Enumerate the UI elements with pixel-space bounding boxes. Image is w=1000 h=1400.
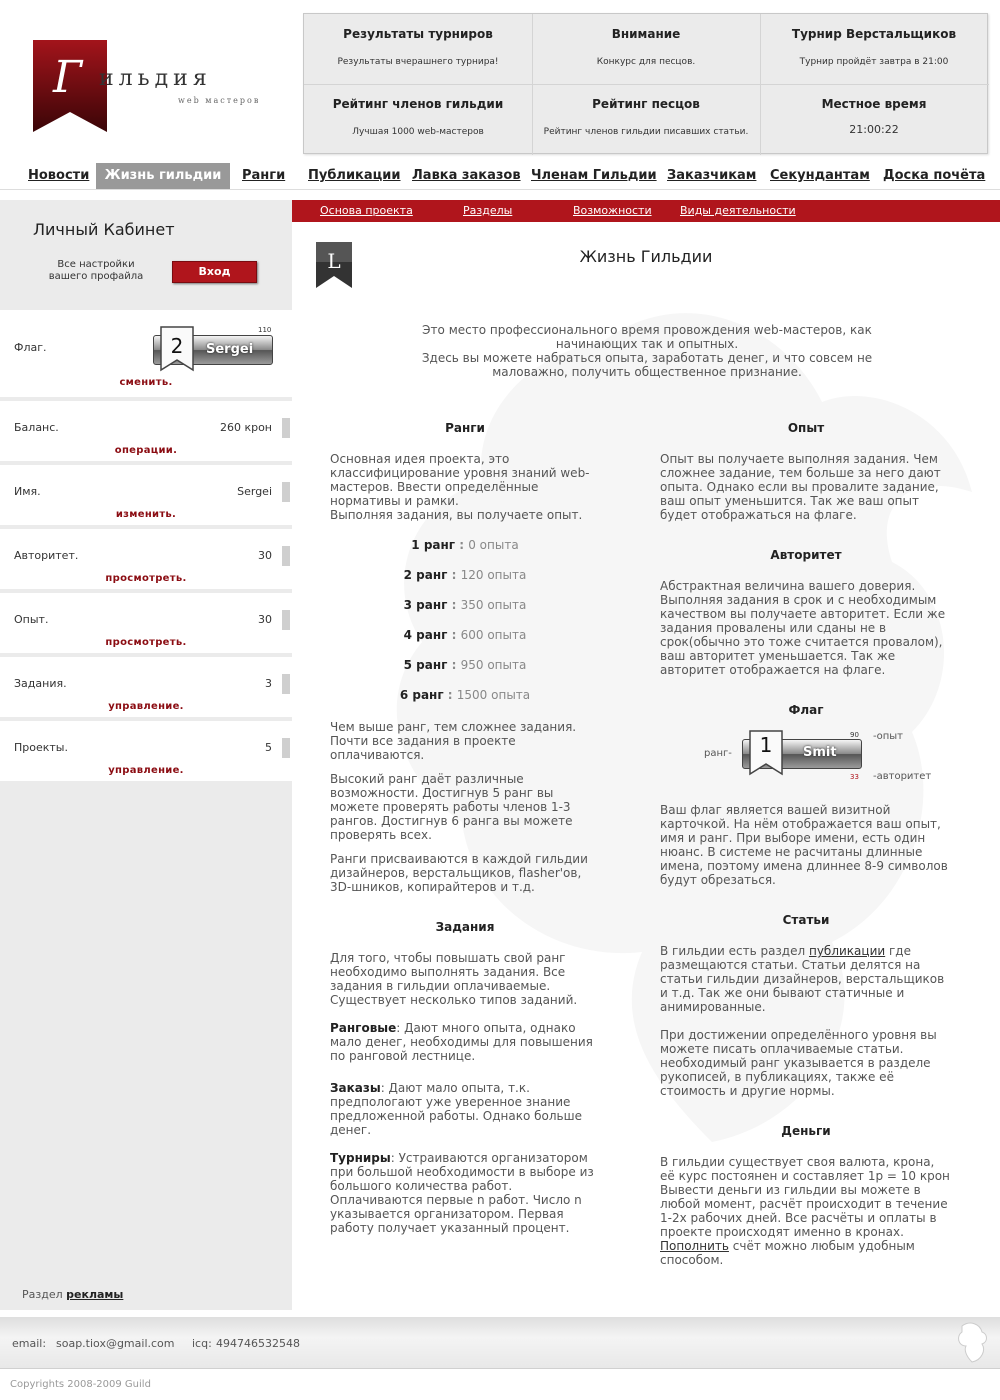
info-attention[interactable]	[532, 14, 760, 84]
flag-username: Smit	[803, 745, 837, 760]
subnav-sections[interactable]: Разделы	[463, 204, 513, 217]
login-button[interactable]: Вход	[172, 261, 257, 283]
flag-username: Sergei	[206, 342, 254, 357]
text: В гильдии существует своя валюта, крона, её курс постоянен и составляет 1р = 10 крон Вывести деньги из гильдии вы можете в любой момент, расчёт происходит в течение 1-2х рабочих дней. Все расчёты и оплаты в проекте происходят именно в кронах.	[660, 1155, 950, 1239]
text: где размещаются статьи. Статьи делятся на статьи гильдии дизайнеров, верстальщиков и т.д. Так же они бывают статичные и анимированные.	[660, 944, 945, 1014]
divider	[304, 84, 989, 85]
sidebar-item-label: Проекты.	[14, 741, 68, 754]
local-time-value: 21:00:22	[849, 123, 899, 136]
ads-section	[22, 1288, 123, 1301]
flag-exp: 90	[850, 731, 859, 739]
rank-list	[330, 538, 600, 718]
rank-exp: 1500 опыта	[456, 688, 531, 702]
ads-prefix: Раздел	[22, 1288, 63, 1301]
flag-heading: Флаг	[788, 703, 824, 717]
email-value[interactable]: soap.tiox@gmail.com	[56, 1337, 175, 1350]
sidebar	[0, 200, 292, 1310]
authority-heading: Авторитет	[770, 548, 842, 562]
demo-flag	[742, 730, 864, 781]
change-flag-link[interactable]: сменить.	[119, 377, 173, 388]
experience-value: 30	[258, 613, 272, 626]
sidebar-item-label: Флаг.	[14, 341, 47, 354]
info-title: Рейтинг песцов	[592, 97, 700, 111]
balance-value: 260 крон	[219, 421, 272, 434]
rank-item: 6 ранг : 1500 опыта	[399, 688, 531, 702]
task-desc: : Дают много опыта, однако мало денег, необходимы для повышения по ранговой лестнице.	[330, 1021, 593, 1063]
tasks-paragraph: Для того, чтобы повышать свой ранг необходимо выполнять задания. Все задания в гильдии оплачиваемые. Существует несколько типов заданий.	[330, 951, 578, 1007]
main-nav	[0, 163, 1000, 190]
flag-demo	[660, 725, 952, 795]
info-text: Результаты вчерашнего турнира!	[337, 57, 499, 67]
tasks-paragraph	[330, 1151, 600, 1235]
info-title: Результаты турниров	[343, 27, 493, 41]
task-desc: : Дают мало опыта, т.к. предпологают уже уверенное знание предложенной работы. Однако больше денег.	[330, 1081, 582, 1137]
intro-paragraph: Это место профессионального время провождения web-мастеров, как начинающих так и опытных.	[422, 323, 872, 351]
nav-guild-life[interactable]: Жизнь гильдии	[96, 163, 230, 189]
site-logo[interactable]	[33, 40, 273, 135]
intro-text	[392, 323, 902, 379]
tasks-paragraph	[330, 1081, 600, 1137]
rank-name: 3 ранг	[403, 598, 448, 612]
text: В гильдии есть раздел	[660, 944, 809, 958]
nav-ranks[interactable]: Ранги	[242, 168, 286, 183]
nav-seconds[interactable]: Секундантам	[770, 168, 870, 183]
nav-news[interactable]: Новости	[28, 168, 90, 183]
rank-name: 1 ранг	[411, 538, 456, 552]
money-heading: Деньги	[781, 1124, 831, 1138]
nav-honor-board[interactable]: Доска почёта	[883, 168, 986, 183]
main-content	[292, 222, 1000, 1310]
rank-exp: 950 опыта	[460, 658, 527, 672]
info-layout-tournament[interactable]	[760, 14, 988, 84]
flag-exp: 110	[258, 326, 272, 334]
experience-heading: Опыт	[787, 421, 825, 435]
sidebar-item-authority	[0, 529, 292, 589]
sub-nav	[292, 200, 1000, 222]
info-text: Турнир пройдёт завтра в 21:00	[799, 57, 949, 67]
nav-customers[interactable]: Заказчикам	[667, 168, 757, 183]
logo-subtitle: web мастеров	[178, 96, 261, 105]
nav-publications[interactable]: Публикации	[308, 168, 401, 183]
articles-heading: Статьи	[782, 913, 830, 927]
row-tab	[282, 610, 290, 630]
info-title: Рейтинг членов гильдии	[332, 97, 504, 111]
operations-link[interactable]: операции.	[114, 445, 178, 456]
ranks-heading: Ранги	[445, 421, 485, 435]
flag-paragraph: Ваш флаг является вашей визитной карточкой. На нём отображается ваш опыт, имя и ранг. При выборе имени, есть один нюанс. В системе не расчитаны длинные имена, поэтому имена длиннее 8-9 символов будут обрезаться.	[660, 803, 948, 887]
flag-rank-label: ранг-	[704, 748, 732, 759]
rank-exp: 120 опыта	[460, 568, 527, 582]
subnav-activities[interactable]: Виды деятельности	[680, 204, 796, 217]
badge-letter: L	[327, 249, 341, 273]
user-flag[interactable]	[153, 326, 275, 374]
flag-authority-label: -авторитет	[873, 771, 932, 782]
copyright: Copyrights 2008-2009 Guild	[10, 1379, 151, 1390]
cabinet-title: Личный Кабинет	[33, 220, 175, 239]
icq-value: 494746532548	[216, 1337, 300, 1350]
icq-label: icq:	[192, 1337, 212, 1350]
guild-banner-logo	[33, 40, 107, 132]
articles-paragraph	[660, 944, 952, 1014]
tasks-paragraph	[330, 1021, 600, 1063]
text: счёт можно любым удобным способом.	[660, 1239, 915, 1267]
info-text: Конкурс для песцов.	[596, 57, 696, 67]
experience-paragraph: Опыт вы получаете выполняя задания. Чем сложнее задание, тем больше за него дают опыта. Однако если вы провалите задание, ваш опыт уменьшится. Так же ваш опыт будет отображаться на флаге.	[660, 452, 941, 522]
info-writers-rating[interactable]	[532, 85, 760, 155]
tasks-value: 3	[265, 677, 272, 690]
logo-title: ильдия	[99, 66, 212, 91]
info-members-rating[interactable]	[304, 85, 532, 155]
row-tab	[282, 418, 290, 438]
authority-paragraph: Абстрактная величина вашего доверия. Выполняя задания в срок и с необходимым качеством вы получаете авторитет. Если же задания провалены или сданы не в срок(обычно это тоже считается провалом), ваш авторитет уменьшается. Так же авторитет отображается на флаге.	[660, 579, 946, 677]
footer	[0, 1317, 1000, 1369]
row-tab	[282, 738, 290, 758]
authority-value: 30	[258, 549, 272, 562]
row-tab	[282, 482, 290, 502]
info-text: Лучшая 1000 web-мастеров	[352, 127, 484, 137]
row-tab	[282, 546, 290, 566]
task-type: Турниры	[330, 1151, 391, 1165]
rank-exp: 350 опыта	[460, 598, 527, 612]
ranks-paragraph: Высокий ранг даёт различные возможности. Достигнув 5 ранг вы можете проверять работы членов 1-3 рангов. Достигнув 6 ранга вы можете проверять всех.	[330, 772, 573, 842]
top-up-link[interactable]: Пополнить	[660, 1239, 729, 1253]
flag-exp-label: -опыт	[873, 731, 903, 742]
rank-item: 4 ранг : 600 опыта	[403, 628, 527, 642]
articles-paragraph: При достижении определённого уровня вы можете писать оплачиваемые статьи. необходимый ранг указывается в разделе рукописей, в публикациях, также её стоимость и другие нормы.	[660, 1028, 937, 1098]
sidebar-item-label: Имя.	[14, 485, 41, 498]
row-tab	[282, 674, 290, 694]
ranks-paragraph: Основная идея проекта, это классифицирование уровня знаний web-мастеров. Ввести определённые нормативы и рамки.	[330, 452, 590, 508]
flag-rank: 2	[170, 334, 184, 358]
rank-item: 3 ранг : 350 опыта	[403, 598, 527, 612]
info-title: Местное время	[821, 97, 927, 111]
personal-cabinet	[0, 200, 292, 310]
sidebar-item-experience	[0, 593, 292, 653]
ranks-paragraph: Чем выше ранг, тем сложнее задания. Почти все задания в проекте оплачиваются.	[330, 720, 577, 762]
rank-exp: 0 опыта	[468, 538, 519, 552]
rank-name: 2 ранг	[403, 568, 448, 582]
sidebar-item-name	[0, 465, 292, 525]
rank-exp: 600 опыта	[460, 628, 527, 642]
manage-tasks-link[interactable]: управление.	[108, 701, 184, 712]
projects-value: 5	[265, 741, 272, 754]
sidebar-item-label: Баланс.	[14, 421, 59, 434]
sidebar-item-tasks	[0, 657, 292, 717]
rank-item: 2 ранг : 120 опыта	[403, 568, 527, 582]
info-title: Турнир Верстальщиков	[791, 27, 957, 41]
rank-name: 6 ранг	[399, 688, 444, 702]
nav-order-shop[interactable]: Лавка заказов	[412, 168, 521, 183]
info-tournament-results[interactable]	[304, 14, 532, 84]
info-local-time	[760, 85, 988, 155]
change-name-link[interactable]: изменить.	[115, 509, 177, 520]
ranks-paragraph: Выполняя задания, вы получаете опыт.	[330, 508, 583, 522]
task-type: Заказы	[330, 1081, 381, 1095]
subnav-features[interactable]: Возможности	[573, 204, 652, 217]
money-paragraph	[660, 1155, 952, 1267]
right-column	[660, 421, 952, 1267]
sidebar-item-flag	[0, 310, 292, 397]
view-experience-link[interactable]: просмотреть.	[105, 637, 187, 648]
rank-name: 5 ранг	[403, 658, 448, 672]
svg-text:Г: Г	[53, 52, 83, 103]
rank-item: 1 ранг : 0 опыта	[411, 538, 519, 552]
task-type: Ранговые	[330, 1021, 397, 1035]
flag-authority: 33	[850, 773, 859, 781]
cabinet-note: Все настройки вашего профайла	[48, 259, 144, 282]
left-column	[330, 421, 600, 1235]
info-text: Рейтинг членов гильдии писавших статьи.	[543, 127, 749, 137]
tasks-heading: Задания	[435, 920, 495, 934]
sidebar-item-label: Авторитет.	[14, 549, 79, 562]
sidebar-item-label: Задания.	[14, 677, 67, 690]
rank-name: 4 ранг	[403, 628, 448, 642]
email-label: email:	[12, 1337, 47, 1350]
info-panel	[303, 13, 988, 154]
ads-link[interactable]: рекламы	[66, 1288, 124, 1301]
info-title: Внимание	[611, 27, 681, 41]
publications-link[interactable]: публикации	[808, 944, 886, 958]
intro-paragraph: Здесь вы можете набраться опыта, заработать денег, и что совсем не маловажно, получить общественное признание.	[421, 351, 873, 379]
subnav-project-basis[interactable]: Основа проекта	[320, 204, 413, 217]
name-value: Sergei	[237, 485, 272, 498]
view-authority-link[interactable]: просмотреть.	[105, 573, 187, 584]
flag-rank: 1	[759, 733, 773, 757]
rank-item: 5 ранг : 950 опыта	[403, 658, 527, 672]
sidebar-item-projects	[0, 721, 292, 781]
manage-projects-link[interactable]: управление.	[108, 765, 184, 776]
ranks-paragraph: Ранги присваиваются в каждой гильдии дизайнеров, верстальщиков, flasher'ов, 3D-шников, копирайтеров и т.д.	[330, 852, 588, 894]
sidebar-item-balance	[0, 401, 292, 461]
task-desc: : Устраиваются организатором при большой необходимости в выборе из большого количества работ. Оплачиваются первые n работ. Число n указывается организатором. Первая работу получает указанный процент.	[330, 1151, 594, 1235]
nav-members[interactable]: Членам Гильдии	[531, 168, 657, 183]
page-title: Жизнь Гильдии	[579, 247, 713, 266]
dragon-icon	[954, 1320, 990, 1364]
sidebar-item-label: Опыт.	[14, 613, 49, 626]
